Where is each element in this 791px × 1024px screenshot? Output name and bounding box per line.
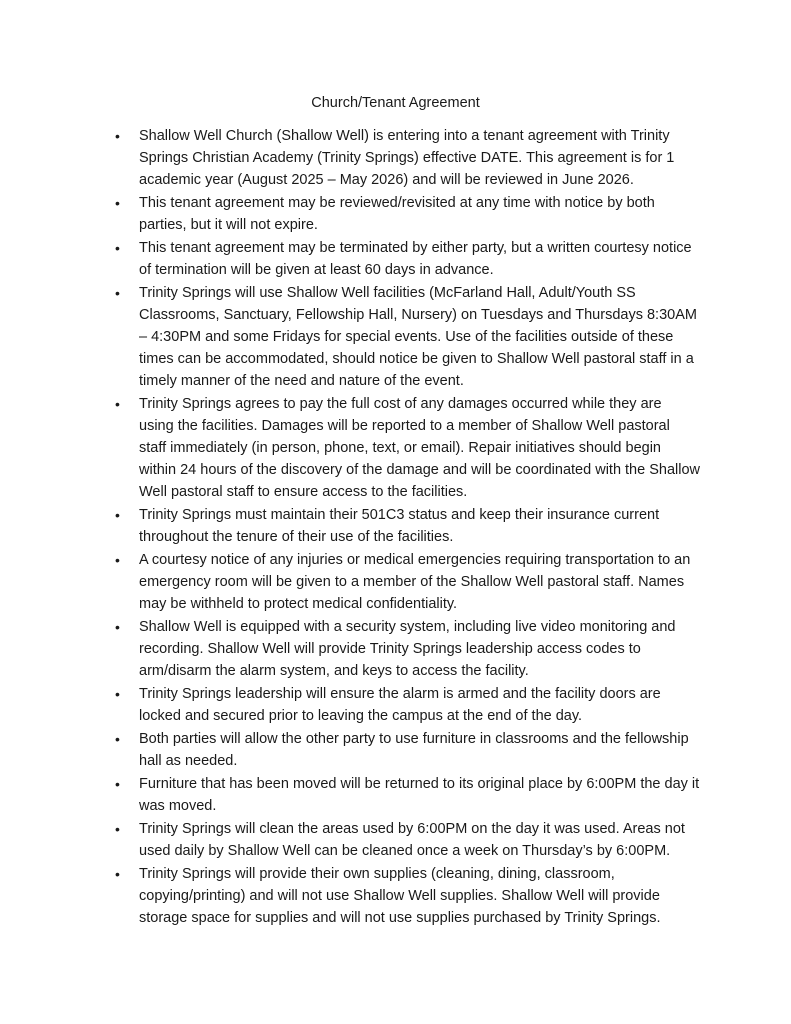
list-item (115, 863, 700, 929)
list-item (115, 549, 700, 615)
list-item-text: Both parties will allow the other party to use furniture in classrooms and the fellowship hall as needed. (139, 731, 689, 769)
bullet-icon: • (115, 731, 120, 747)
bullet-icon: • (115, 776, 120, 792)
document-title: Church/Tenant Agreement (311, 95, 480, 111)
bullet-icon: • (115, 240, 120, 256)
list-item-text: Trinity Springs will use Shallow Well facilities (McFarland Hall, Adult/Youth SS Classrooms, Sanctuary, Fellowship Hall, Nursery) on Tuesdays and Thursdays 8:30AM – 4:30PM and some Fridays for special events. Use of the facilities outside of these times can be accommodated, should notice be given to Shallow Well pastoral staff in a timely manner of the need and nature of the event. (139, 285, 697, 389)
list-item (115, 504, 700, 548)
bullet-icon: • (115, 552, 120, 568)
list-item (115, 616, 700, 682)
bullet-icon: • (115, 285, 120, 301)
list-item (115, 237, 700, 281)
agreement-terms-list (115, 125, 700, 930)
list-item (115, 818, 700, 862)
bullet-icon: • (115, 128, 120, 144)
list-item-text: Trinity Springs leadership will ensure the alarm is armed and the facility doors are locked and secured prior to leaving the campus at the end of the day. (139, 686, 661, 724)
bullet-icon: • (115, 507, 120, 523)
list-item-text: Shallow Well Church (Shallow Well) is entering into a tenant agreement with Trinity Springs Christian Academy (Trinity Springs) effective DATE. This agreement is for 1 academic year (August 2025 – May 2026) and will be reviewed in June 2026. (139, 128, 675, 188)
list-item-text: Furniture that has been moved will be returned to its original place by 6:00PM the day it was moved. (139, 776, 700, 814)
bullet-icon: • (115, 195, 120, 211)
list-item (115, 683, 700, 727)
list-item-text: Trinity Springs agrees to pay the full cost of any damages occurred while they are using the facilities. Damages will be reported to a member of Shallow Well pastoral staff immediately (in person, phone, text, or email). Repair initiatives should begin within 24 hours of the discovery of the damage and will be coordinated with the Shallow Well pastoral staff to ensure access to the facilities. (139, 396, 700, 500)
bullet-icon: • (115, 619, 120, 635)
list-item-text: A courtesy notice of any injuries or medical emergencies requiring transportation to an emergency room will be given to a member of the Shallow Well pastoral staff. Names may be withheld to protect medical confidentiality. (139, 552, 691, 612)
list-item (115, 192, 700, 236)
list-item-text: This tenant agreement may be reviewed/revisited at any time with notice by both parties, but it will not expire. (139, 195, 655, 233)
list-item (115, 773, 700, 817)
list-item (115, 728, 700, 772)
list-item-text: Trinity Springs will provide their own supplies (cleaning, dining, classroom, copying/printing) and will not use Shallow Well supplies. Shallow Well will provide storage space for supplies and will not use supplies purchased by Trinity Springs. (139, 866, 661, 926)
list-item-text: Trinity Springs will clean the areas used by 6:00PM on the day it was used. Areas not used daily by Shallow Well can be cleaned once a week on Thursday’s by 6:00PM. (139, 821, 685, 859)
bullet-icon: • (115, 821, 120, 837)
list-item (115, 282, 700, 392)
bullet-icon: • (115, 686, 120, 702)
list-item (115, 125, 700, 191)
list-item-text: Trinity Springs must maintain their 501C3 status and keep their insurance current throughout the tenure of their use of the facilities. (139, 507, 660, 545)
list-item-text: Shallow Well is equipped with a security system, including live video monitoring and recording. Shallow Well will provide Trinity Springs leadership access codes to arm/disarm the alarm system, and keys to access the facility. (139, 619, 676, 679)
list-item (115, 393, 700, 503)
bullet-icon: • (115, 866, 120, 882)
list-item-text: This tenant agreement may be terminated by either party, but a written courtesy notice of termination will be given at least 60 days in advance. (139, 240, 692, 278)
bullet-icon: • (115, 396, 120, 412)
